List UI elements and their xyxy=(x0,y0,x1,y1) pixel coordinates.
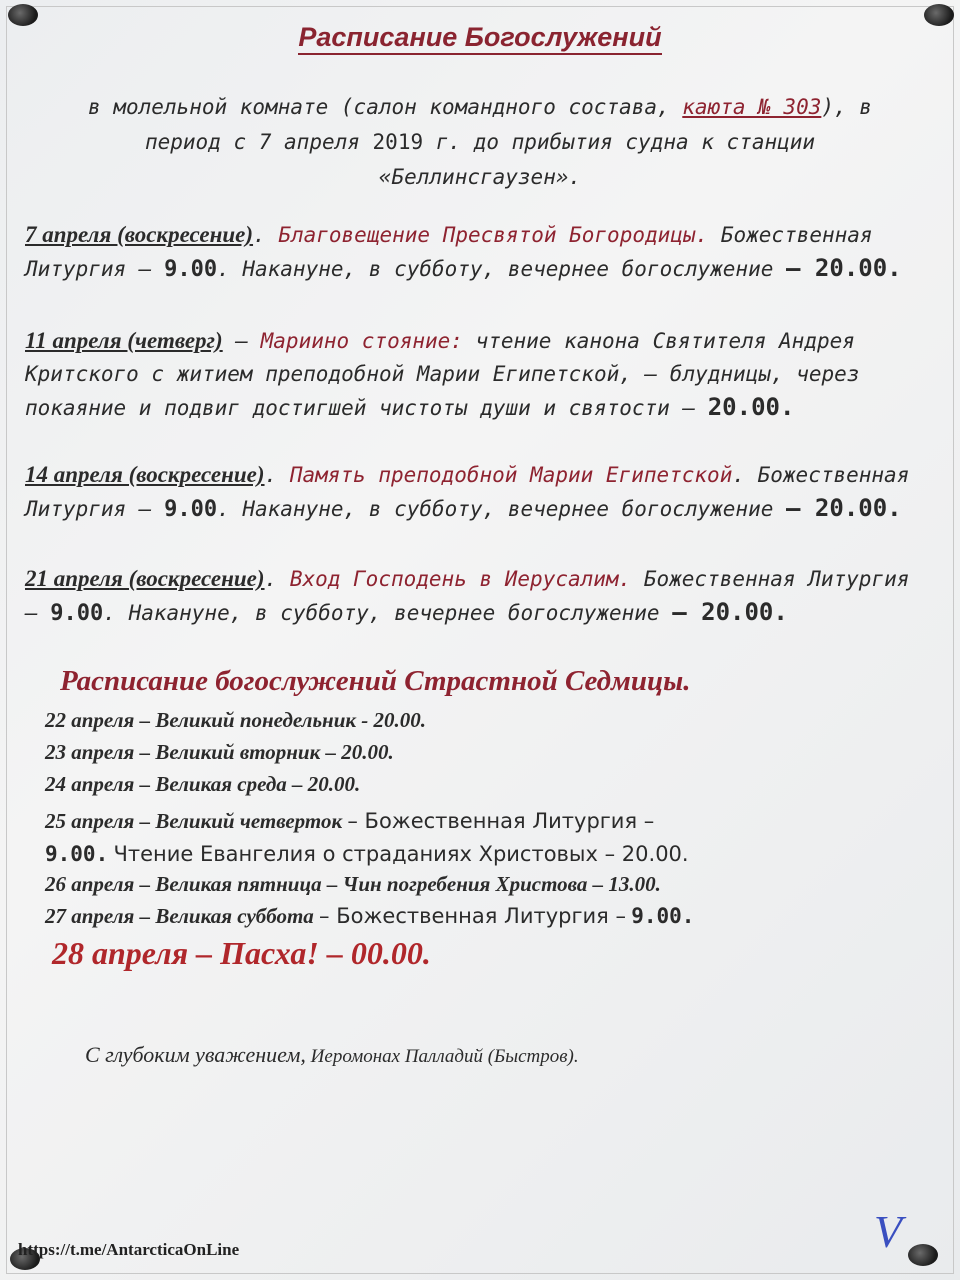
holy-week-24: 24 апреля – Великая среда – 20.00. xyxy=(45,772,361,796)
holy-week-25: 25 апреля – Великий четверток – Божественная Литургия – 9.00. Чтение Евангелия о страданиях Христовых – 20.00. xyxy=(45,809,689,866)
entry-11-april: 11 апреля (четверг) – Мариино стояние: чтение канона Святителя Андрея Критского с житием преподобной Марии Египетской, – блудницы, через покаяние и подвиг достигшей чистоты души и святости – 20.00. xyxy=(25,328,860,421)
holy-week-22: 22 апреля – Великий понедельник - 20.00. xyxy=(45,708,427,732)
cabin-number: каюта № 303 xyxy=(682,95,822,119)
entry-7-april: 7 апреля (воскресение). Благовещение Пресвятой Богородицы. Божественная Литургия – 9.00. Накануне, в субботу, вечернее богослужение – 20.00. xyxy=(25,222,902,282)
watermark-logo: V xyxy=(873,1206,902,1257)
source-url: https://t.me/AntarcticaOnLine xyxy=(18,1240,240,1259)
pin-bottom-right xyxy=(908,1244,938,1266)
entry-21-april: 21 апреля (воскресение). Вход Господень в Иерусалим. Божественная Литургия – 9.00. Накануне, в субботу, вечернее богослужение – 20.00. xyxy=(25,566,910,626)
intro-paragraph: в молельной комнате (салон командного состава, каюта № 303), в период с 7 апреля 2019 г. до прибытия судна к станции «Беллинсгаузен». xyxy=(88,95,872,189)
page-frame xyxy=(6,6,954,1274)
easter-line: 28 апреля – Пасха! – 00.00. xyxy=(52,935,431,971)
holy-week-title: Расписание богослужений Страстной Седмицы. xyxy=(60,665,691,697)
signature: С глубоким уважением, Иеромонах Палладий (Быстров). xyxy=(85,1042,579,1067)
holy-week-23: 23 апреля – Великий вторник – 20.00. xyxy=(45,740,394,764)
holy-week-27: 27 апреля – Великая суббота – Божественная Литургия – 9.00. xyxy=(45,904,695,928)
page-title: Расписание Богослужений xyxy=(0,22,960,53)
entry-14-april: 14 апреля (воскресение). Память преподобной Марии Египетской. Божественная Литургия – 9.00. Накануне, в субботу, вечернее богослужение – 20.00. xyxy=(25,462,910,522)
holy-week-26: 26 апреля – Великая пятница – Чин погребения Христова – 13.00. xyxy=(45,872,661,896)
